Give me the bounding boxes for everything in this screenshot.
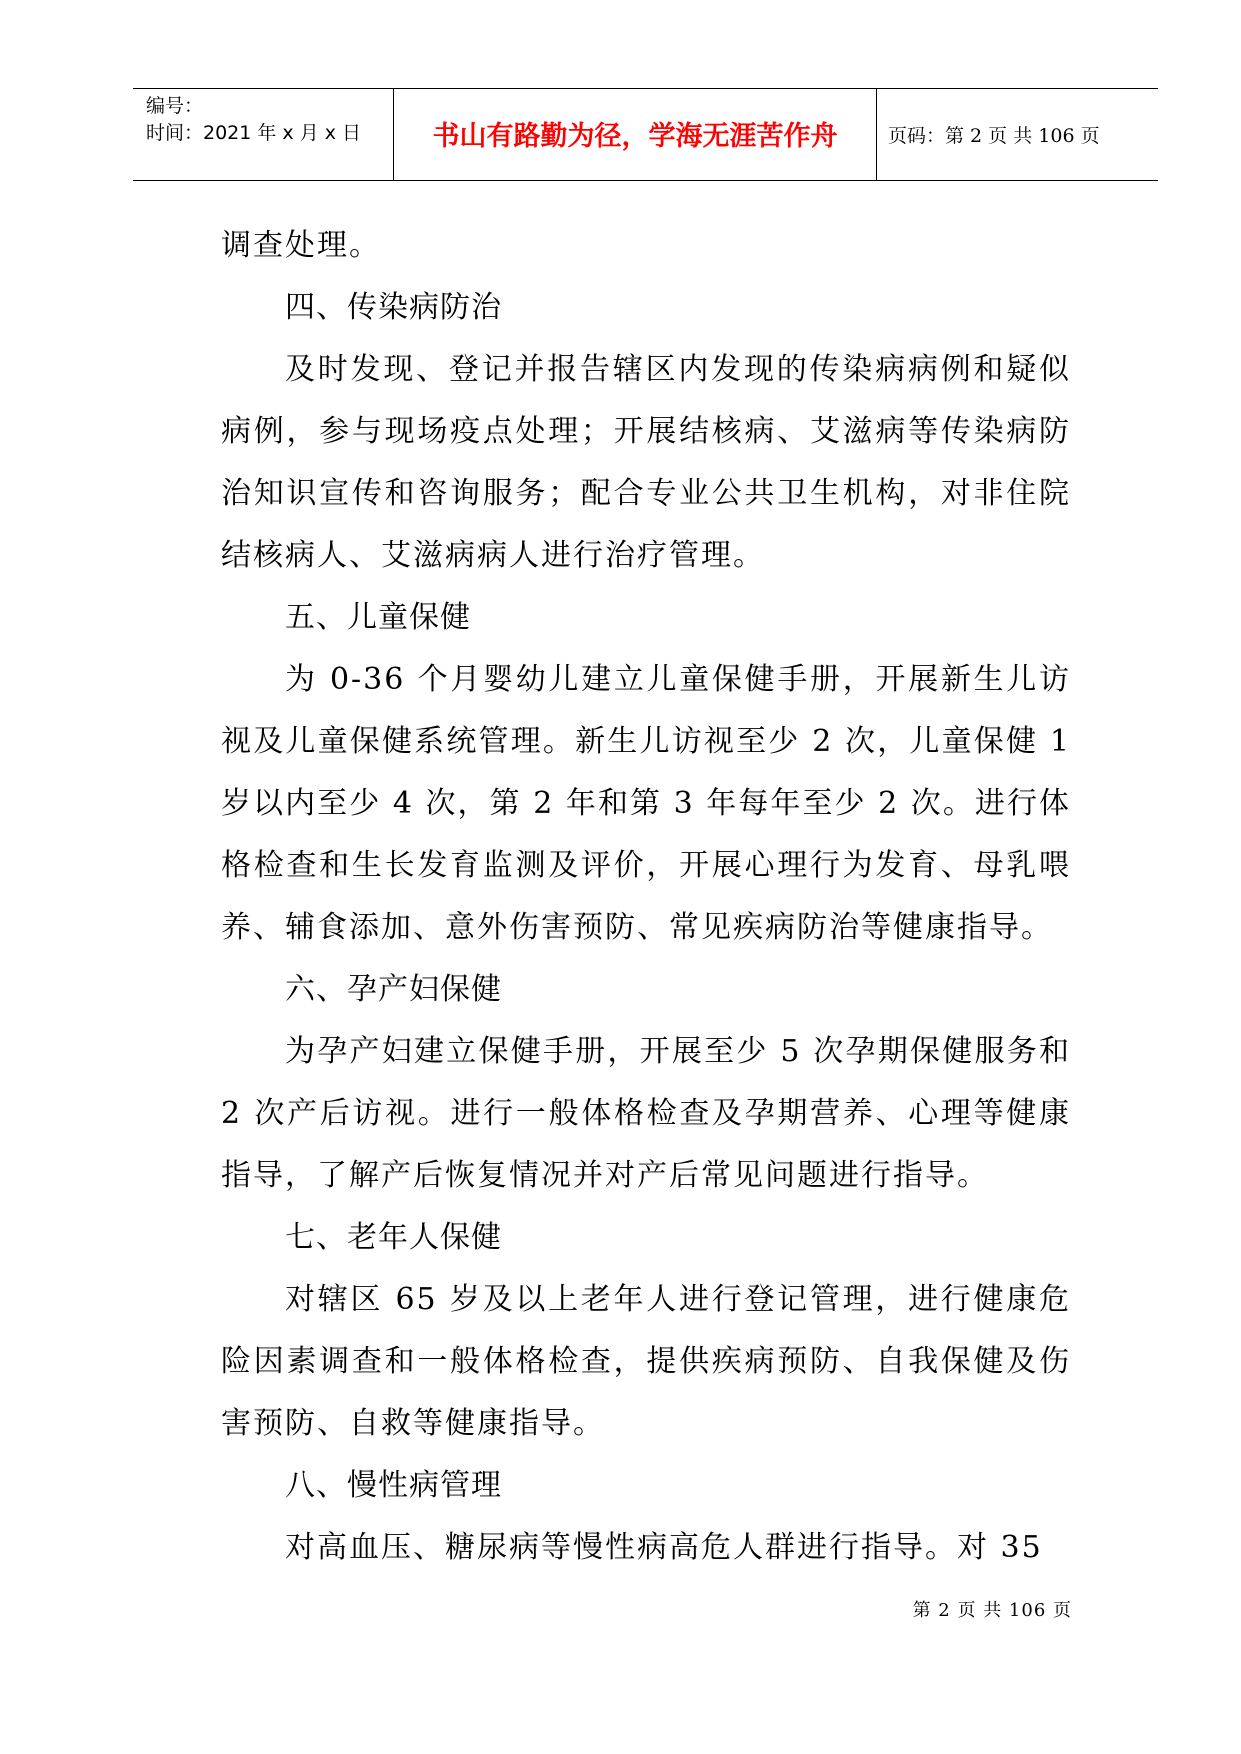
section-heading-infectious-disease: 四、传染病防治 xyxy=(285,290,502,325)
section-heading-maternal-health: 六、孕产妇保健 xyxy=(285,972,502,1007)
document-number-label: 编号： xyxy=(146,95,204,117)
header-divider-right xyxy=(876,89,877,180)
header-motto: 书山有路勤为径，学海无涯苦作舟 xyxy=(432,121,838,152)
header-page-current: 2 xyxy=(970,125,983,147)
paragraph-infectious-disease: 及时发现、登记并报告辖区内发现的传染病病例和疑似病例，参与现场疫点处理；开展结核病、艾滋病等传染病防治知识宣传和咨询服务；配合专业公共卫生机构，对非住院结核病人、艾滋病病人进行治疗管理。 xyxy=(221,352,1071,573)
document-time-label: 时间：2021 年 x 月 x 日 xyxy=(146,122,362,144)
page-header xyxy=(133,88,1158,181)
paragraph-maternal-health: 为孕产妇建立保健手册，开展至少 5 次孕期保健服务和 2 次产后访视。进行一般体格检查及孕期营养、心理等健康指导，了解产后恢复情况并对产后常见问题进行指导。 xyxy=(221,1034,1071,1193)
section-heading-child-health: 五、儿童保健 xyxy=(285,600,471,635)
header-page-total: 106 xyxy=(1038,125,1075,147)
section-heading-elderly-health: 七、老年人保健 xyxy=(285,1220,502,1255)
section-heading-chronic-disease: 八、慢性病管理 xyxy=(285,1468,502,1503)
header-page-prefix: 页码：第 xyxy=(888,125,971,147)
paragraph-continuation: 调查处理。 xyxy=(221,228,381,263)
header-meta xyxy=(133,89,393,180)
header-page-suffix: 页 xyxy=(1074,125,1100,147)
paragraph-child-health: 为 0-36 个月婴幼儿建立儿童保健手册，开展新生儿访视及儿童保健系统管理。新生儿访视至少 2 次，儿童保健 1 岁以内至少 4 次，第 2 年和第 3 年每年至少 2 次。进行体格检查和生长发育监测及评价，开展心理行为发育、母乳喂养、辅食添加、意外伤害预防、常见疾病防治等健康指导。 xyxy=(221,662,1071,945)
paragraph-elderly-health: 对辖区 65 岁及以上老年人进行登记管理，进行健康危险因素调查和一般体格检查，提供疾病预防、自我保健及伤害预防、自救等健康指导。 xyxy=(221,1282,1071,1441)
paragraph-chronic-disease: 对高血压、糖尿病等慢性病高危人群进行指导。对 35 xyxy=(285,1530,1043,1565)
document-body xyxy=(221,215,1071,1579)
header-page-indicator xyxy=(888,122,1100,150)
page-footer: 第 2 页 共 106 页 xyxy=(912,1600,1072,1621)
header-page-middle: 页 共 xyxy=(982,125,1039,147)
